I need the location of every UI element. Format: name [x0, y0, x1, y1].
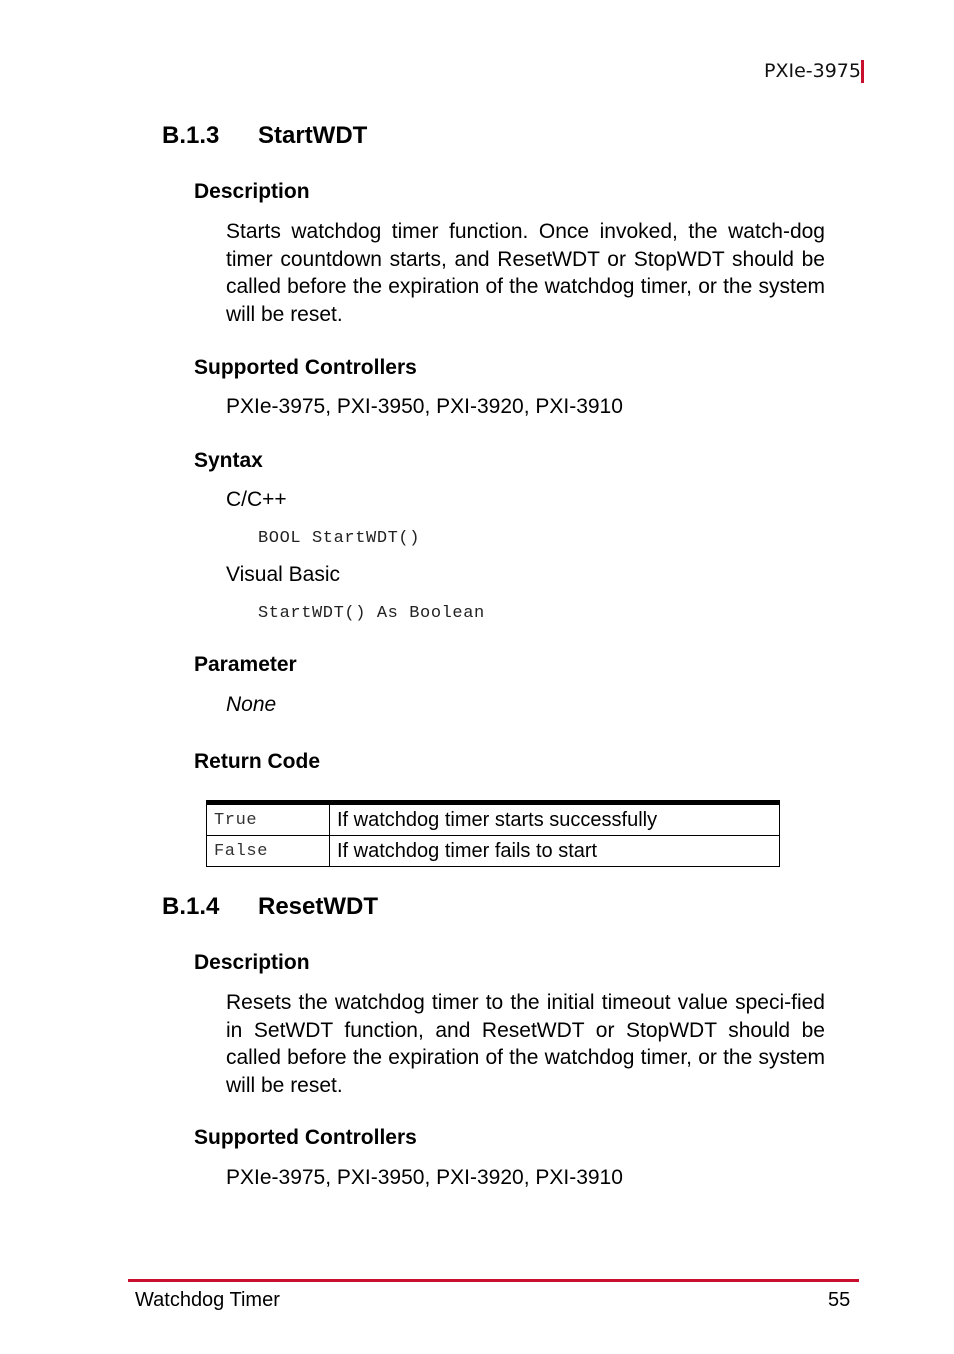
section-number: B.1.3	[162, 122, 220, 149]
page-number: 55	[828, 1289, 851, 1311]
footer-chapter: Watchdog Timer	[135, 1289, 280, 1311]
syntax-heading: Syntax	[194, 449, 263, 472]
description-heading: Description	[194, 180, 310, 203]
syntax-c-label: C/C++	[226, 488, 287, 511]
parameter-heading: Parameter	[194, 653, 297, 676]
controllers-text: PXIe-3975, PXI-3950, PXI-3920, PXI-3910	[226, 1166, 623, 1189]
syntax-vb-label: Visual Basic	[226, 563, 341, 586]
section-title: ResetWDT	[258, 893, 379, 920]
section-title: StartWDT	[258, 122, 368, 149]
description-text: Starts watchdog timer function. Once invoked, the watch-dog timer countdown starts, and ResetWDT or StopWDT should be called before the expiration of the watchdog timer, or the system will be reset.	[226, 220, 825, 326]
controllers-heading: Supported Controllers	[194, 1126, 417, 1149]
table-row	[207, 836, 780, 867]
description-heading: Description	[194, 951, 310, 974]
return-code-table	[206, 800, 780, 867]
return-code-value: False	[207, 836, 330, 867]
return-code-heading: Return Code	[194, 750, 320, 773]
parameter-value: None	[226, 693, 277, 716]
return-code-value: True	[207, 803, 330, 836]
header-accent-bar	[861, 60, 864, 83]
syntax-c-code: BOOL StartWDT()	[258, 529, 421, 548]
syntax-vb-code: StartWDT() As Boolean	[258, 604, 485, 623]
return-code-meaning: If watchdog timer fails to start	[330, 836, 780, 867]
controllers-heading: Supported Controllers	[194, 356, 417, 379]
table-row	[207, 803, 780, 836]
footer-rule	[128, 1279, 859, 1282]
section-number: B.1.4	[162, 893, 220, 920]
description-text: Resets the watchdog timer to the initial timeout value speci-fied in SetWDT function, and ResetWDT or StopWDT should be called before the expiration of the watchdog timer, or the system will be reset.	[226, 991, 825, 1097]
running-header-title: PXIe-3975	[764, 60, 861, 82]
return-code-meaning: If watchdog timer starts successfully	[330, 803, 780, 836]
controllers-text: PXIe-3975, PXI-3950, PXI-3920, PXI-3910	[226, 395, 623, 418]
